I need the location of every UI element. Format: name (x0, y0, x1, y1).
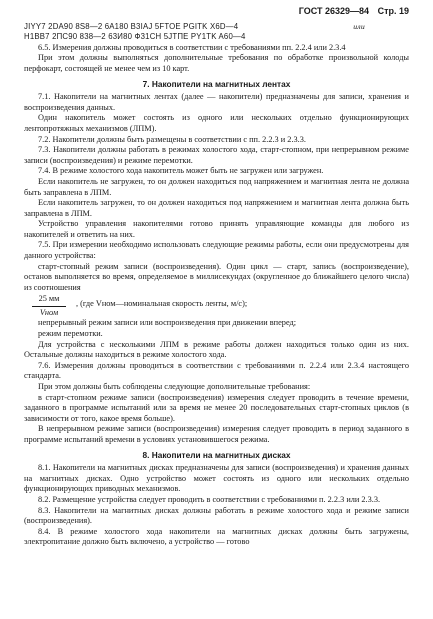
code-text-2: H1BB7 2ПС90 838—2 63И80 Ф31СН 5JTПE PY1TK A60—4 (24, 32, 246, 42)
page-number: Стр. 19 (377, 6, 409, 16)
paragraph-8-1: 8.1. Накопители на магнитных дисках предназначены для записи (воспроизведения) и хранения данных на магнитных дисках. Одно устройство может состоять из одного или нескольких отдельно функционирующих приводных механизмов. (24, 463, 409, 494)
paragraph-8-4: 8.4. В режиме холостого хода накопители на магнитных дисках должны быть загружены, электропитание должно быть включено, а устройство — готово (24, 526, 409, 547)
paragraph-7-5e: Для устройства с несколькими ЛПМ в режиме работы должен находиться только один из них. Остальные должны находиться в режиме холостого хода. (24, 339, 409, 360)
paragraph-7-4: 7.4. В режиме холостого хода накопитель может быть не загружен или загружен. (38, 166, 324, 176)
paragraph-8-3: 8.3. Накопители на магнитных дисках должны работать в режиме холостого хода и режиме записи (воспроизведения). (24, 505, 409, 526)
paragraph-7-2: 7.2. Накопители должны быть размещены в соответствии с пп. 2.2.3 и 2.3.3. (38, 134, 306, 144)
paragraph-7-5: 7.5. При измерении необходимо использовать следующие режимы работы, если они предусмотрены для данного устройства: (24, 240, 409, 261)
section-7-title: 7. Накопители на магнитных лентах (142, 78, 291, 89)
paragraph-7-6c: в старт-стопном режиме записи (воспроизведения) измерения следует проводить в течение времени, заданного в программе испытаний или за время не менее 20 последовательных старт-стопных циклов (в зависимости от того, какое время больше). (24, 392, 409, 423)
page-header (24, 6, 409, 17)
paragraph-7-3: 7.3. Накопители должны работать в режимах холостого хода, старт-стопном, при непрерывном режиме записи (воспроизведения) и режиме перемотки. (24, 145, 409, 165)
paragraph-7-5b: старт-стопный режим записи (воспроизведения). Один цикл — старт, запись (воспроизведение), останов выполняется во время, определяемое в миллисекундах (округленное до ближайшего целого числа) из соотношения (24, 261, 409, 292)
or-word: или (353, 21, 365, 31)
code-line-1 (24, 22, 409, 33)
paragraph-7-1b: Один накопитель может состоять из одного или нескольких отдельно функционирующих лентопротяжных механизмов (ЛПМ). (24, 113, 409, 133)
paragraph-6-5: 6.5. Измерения должны проводиться в соответствии с требованиями пп. 2.2.4 или 2.3.4 (38, 42, 346, 52)
paragraph-7-4d: Устройство управления накопителями готово принять управляющие команды для любого из накопителей и ответить на них. (24, 219, 409, 239)
paragraph-6-5b: При этом должны выполняться дополнительные требования по обработке произвольной колоды перфокарт, состоящей не менее чем из 10 карт. (24, 53, 409, 73)
paragraph-7-6b: При этом должны быть соблюдены следующие дополнительные требования: (38, 382, 311, 391)
speed-formula (32, 294, 409, 318)
code-line-2 (24, 32, 409, 43)
formula-denominator: Vном (39, 308, 59, 318)
paragraph-8-2: 8.2. Размещение устройства следует проводить в соответствии с требованиями п. 2.2.3 или 2.3.3. (38, 494, 381, 504)
paragraph-7-1: 7.1. Накопители на магнитных лентах (далее — накопители) предназначены для записи, хранения и воспроизведения данных. (24, 92, 409, 112)
gost-number: ГОСТ 26329—84 (298, 6, 370, 16)
code-text-1: JIYY7 2DA90 8S8—2 6A180 B3IAJ 5FTOE PGITK X6D—4 (24, 21, 239, 31)
formula-fraction (32, 294, 66, 318)
paragraph-7-4c: Если накопитель загружен, то он должен находиться под напряжением и магнитная лента должна быть заправлена в ЛПМ. (24, 198, 409, 218)
paragraph-7-4b: Если накопитель не загружен, то он должен находиться под напряжением и магнитная лента не должна быть заправлена в ЛПМ. (24, 176, 409, 197)
paragraph-7-6d: В непрерывном режиме записи (воспроизведения) измерения следует проводить в период заданного в программе испытаний времени в условиях установившегося режима. (24, 424, 409, 444)
formula-explanation: , (где Vном—номинальная скорость ленты, м/с); (76, 299, 248, 309)
section-8-title: 8. Накопители на магнитных дисках (142, 449, 291, 460)
paragraph-7-5d: режим перемотки. (38, 329, 103, 339)
formula-numerator: 25 мм (32, 294, 66, 307)
paragraph-7-6: 7.6. Измерения должны проводиться в соответствии с требованиями п. 2.2.4 или 2.3.4 настоящего стандарта. (24, 360, 409, 381)
paragraph-7-5c: непрерывный режим записи или воспроизведения при движении вперед; (38, 318, 297, 328)
